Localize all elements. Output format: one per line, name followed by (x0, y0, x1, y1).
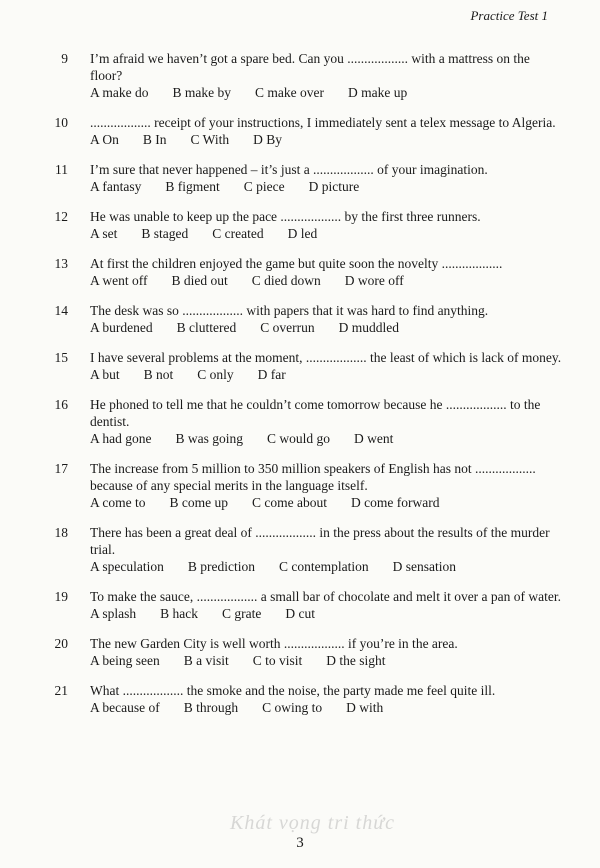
answer-option: B not (143, 367, 174, 382)
question-stem: I have several problems at the moment, .................. the least of which is lack of money. (90, 350, 562, 365)
question-stem: To make the sauce, .................. a small bar of chocolate and melt it over a pan of water. (90, 589, 562, 604)
question-number: 20 (54, 636, 68, 651)
answer-option: C created (212, 226, 264, 241)
answer-option: C contemplation (279, 559, 369, 574)
question-stem: I’m sure that never happened – it’s just a .................. of your imagination. (90, 162, 488, 177)
question-item (54, 208, 562, 243)
answer-option: D By (253, 132, 282, 147)
question-number: 16 (54, 397, 68, 412)
question-stem: The new Garden City is well worth .................. if you’re in the area. (90, 636, 458, 651)
question-item (54, 588, 562, 623)
answer-option: A make do (90, 85, 149, 100)
answer-option: B through (183, 700, 239, 715)
question-stem: .................. receipt of your instructions, I immediately sent a telex message to Algeria. (90, 115, 556, 130)
answer-option: A went off (90, 273, 148, 288)
answer-option: D led (287, 226, 318, 241)
page-number: 3 (296, 835, 304, 851)
question-number: 14 (54, 303, 68, 318)
answer-option: D sensation (392, 559, 456, 574)
question-item (54, 114, 562, 149)
question-number: 13 (54, 256, 68, 271)
question-item (54, 524, 562, 576)
question-number: 12 (54, 209, 68, 224)
question-item (62, 50, 562, 102)
answer-option: C overrun (260, 320, 315, 335)
answer-option: A being seen (90, 653, 160, 668)
question-number: 11 (55, 162, 68, 177)
answer-option: D with (346, 700, 384, 715)
question-number: 19 (54, 589, 68, 604)
answer-options (90, 605, 562, 623)
question-list (54, 50, 562, 729)
question-item (54, 255, 562, 290)
answer-option: C make over (255, 85, 324, 100)
question-item (54, 635, 562, 670)
answer-option: D cut (285, 606, 316, 621)
answer-option: B died out (171, 273, 228, 288)
answer-option: A because of (90, 700, 160, 715)
answer-option: B prediction (187, 559, 255, 574)
answer-option: C With (190, 132, 230, 147)
answer-options (90, 319, 562, 337)
question-item (54, 396, 562, 448)
answer-option: A speculation (90, 559, 164, 574)
answer-option: A fantasy (90, 179, 142, 194)
question-number: 9 (61, 51, 68, 66)
answer-option: D far (257, 367, 286, 382)
answer-option: C died down (251, 273, 321, 288)
question-item (55, 161, 562, 196)
question-stem: He was unable to keep up the pace .................. by the first three runners. (90, 209, 481, 224)
watermark-text: Khát vọng tri thức (230, 812, 396, 834)
answer-option: A splash (90, 606, 137, 621)
answer-option: B figment (165, 179, 220, 194)
answer-options (90, 178, 562, 196)
answer-option: A On (90, 132, 119, 147)
answer-option: B In (142, 132, 167, 147)
answer-option: D the sight (326, 653, 386, 668)
question-item (54, 349, 562, 384)
question-stem: What .................. the smoke and the noise, the party made me feel quite ill. (90, 683, 496, 698)
question-stem: There has been a great deal of .................. in the press about the results of the murder trial. (90, 525, 550, 557)
question-number: 17 (54, 461, 68, 476)
question-stem: I’m afraid we haven’t got a spare bed. Can you .................. with a mattress on the floor? (90, 51, 530, 83)
question-stem: He phoned to tell me that he couldn’t come tomorrow because he .................. to the dentist. (90, 397, 541, 429)
question-number: 15 (54, 350, 68, 365)
answer-options (90, 699, 562, 717)
answer-option: B was going (175, 431, 243, 446)
answer-option: C come about (252, 495, 327, 510)
answer-option: D muddled (338, 320, 399, 335)
answer-option: C owing to (262, 700, 323, 715)
question-item (54, 682, 562, 717)
answer-options (90, 430, 562, 448)
answer-option: C piece (243, 179, 285, 194)
answer-option: A set (90, 226, 118, 241)
answer-option: D come forward (350, 495, 440, 510)
answer-option: A come to (90, 495, 146, 510)
answer-options (90, 494, 562, 512)
answer-option: B staged (141, 226, 189, 241)
answer-option: B come up (169, 495, 228, 510)
answer-option: D went (354, 431, 394, 446)
answer-options (90, 84, 562, 102)
question-stem: At first the children enjoyed the game but quite soon the novelty .................. (90, 256, 503, 271)
answer-options (90, 652, 562, 670)
running-header: Practice Test 1 (470, 8, 548, 23)
question-number: 18 (54, 525, 68, 540)
answer-option: A burdened (90, 320, 153, 335)
question-item (54, 460, 562, 512)
answer-option: D picture (308, 179, 360, 194)
question-number: 21 (54, 683, 68, 698)
answer-option: B hack (160, 606, 199, 621)
answer-options (90, 225, 562, 243)
question-stem: The increase from 5 million to 350 million speakers of English has not .................. because of any special merits in the language itself. (90, 461, 536, 493)
answer-option: D wore off (344, 273, 404, 288)
answer-option: C only (197, 367, 234, 382)
answer-option: A but (90, 367, 120, 382)
answer-options (90, 272, 562, 290)
answer-option: D make up (347, 85, 408, 100)
answer-option: C would go (267, 431, 331, 446)
answer-option: C grate (222, 606, 262, 621)
answer-option: A had gone (90, 431, 152, 446)
answer-option: B a visit (183, 653, 229, 668)
answer-options (90, 558, 562, 576)
answer-options (90, 366, 562, 384)
answer-options (90, 131, 562, 149)
question-stem: The desk was so .................. with papers that it was hard to find anything. (90, 303, 489, 318)
question-number: 10 (54, 115, 68, 130)
answer-option: B make by (172, 85, 231, 100)
question-item (54, 302, 562, 337)
answer-option: C to visit (252, 653, 303, 668)
answer-option: B cluttered (176, 320, 237, 335)
